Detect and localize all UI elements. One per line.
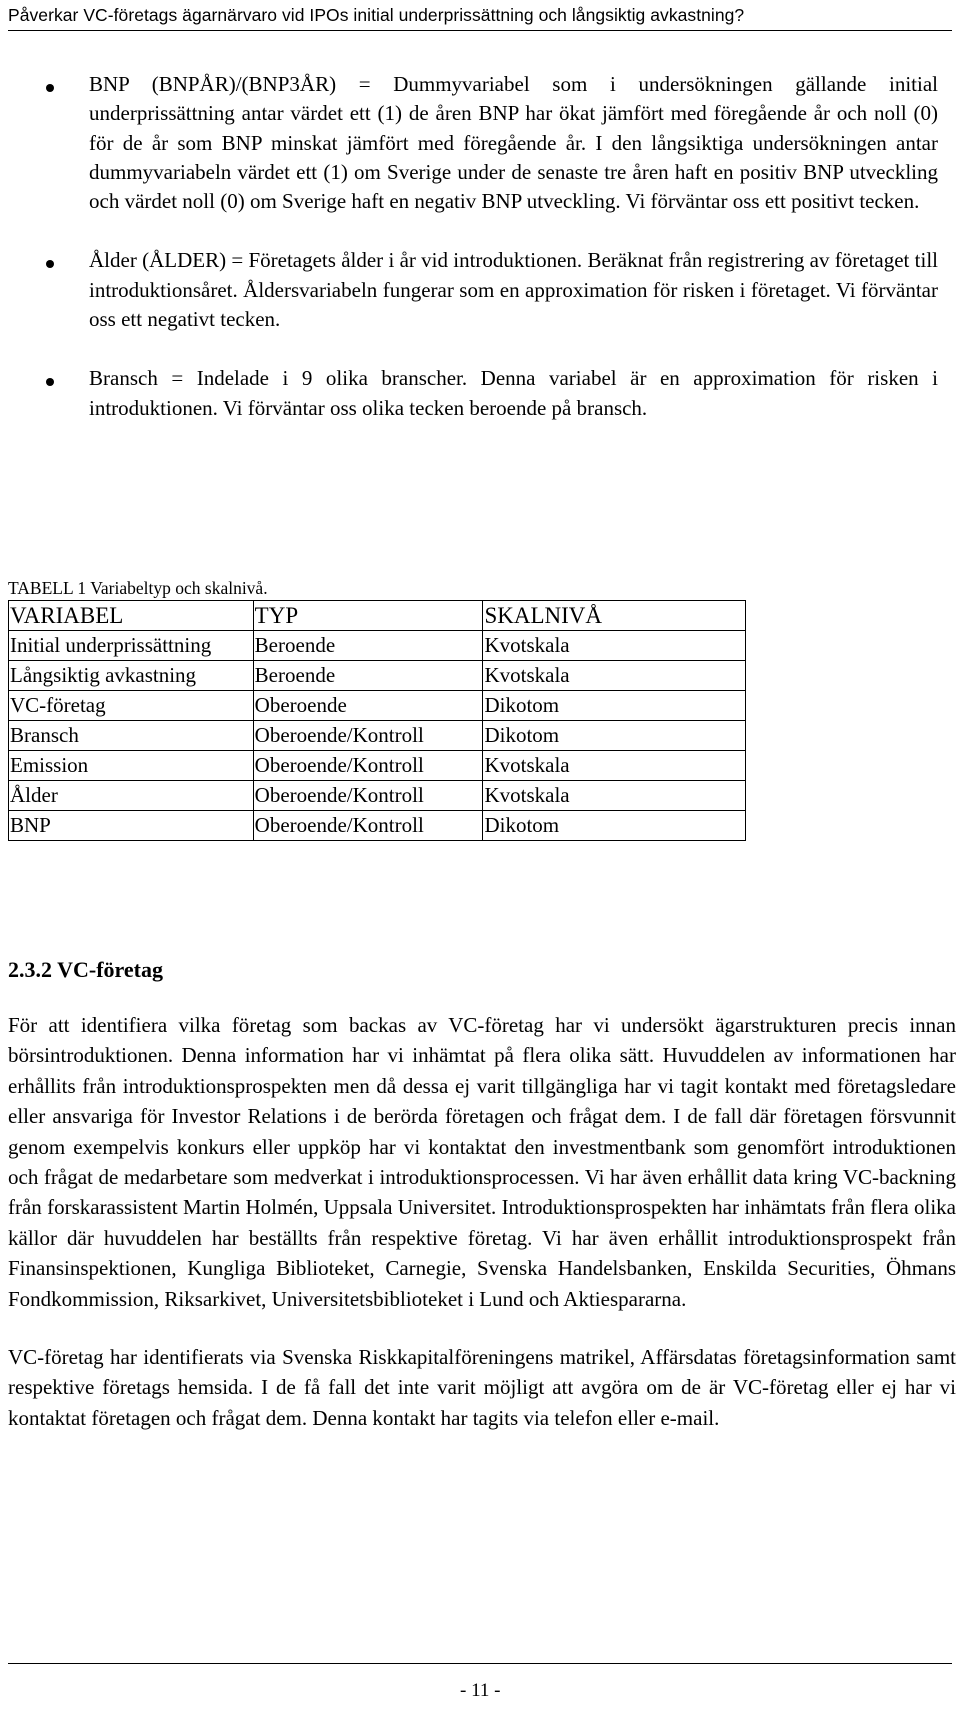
body-paragraph: VC-företag har identifierats via Svenska Riskkapitalföreningens matrikel, Affärsdatas företagsinformation samt respektive företags hemsida. I de få fall det inte varit möjligt att avgöra om de är VC-företag eller ej har vi kontaktat företagen och frågat dem. Denna kontakt har tagits via telefon eller e-mail. xyxy=(8,1345,956,1430)
table-cell: BNP xyxy=(9,811,254,841)
table-caption: TABELL 1 Variabeltyp och skalnivå. xyxy=(8,578,268,598)
table-cell: Kvotskala xyxy=(483,781,746,811)
column-header: VARIABEL xyxy=(9,601,254,631)
table-row xyxy=(9,751,746,781)
body-paragraph: För att identifiera vilka företag som backas av VC-företag har vi undersökt ägarstrukturen precis innan börsintroduktionen. Denna information har vi inhämtat på flera olika sätt. Huvuddelen av informationen har erhållits från introduktionsprospekten men då dessa ej varit tillgängliga har vi tagit kontakt med företagsledare eller ansvariga för Investor Relations i de berörda företagen och frågat dem. I de fall där företagen försvunnit genom exempelvis konkurs eller uppköp har vi kontaktat den investmentbank som genomfört introduktionen och frågat de medarbetare som medverkat i introduktionsprocessen. Vi har även erhållit data kring VC-backning från forskarassistent Martin Holmén, Uppsala Universitet. Introduktionsprospekten har inhämtats från flera olika källor där huvuddelen har beställts från respektive företag. Vi har även erhållit introduktionsprospekt från Finansinspektionen, Kungliga Biblioteket, Carnegie, Svenska Handelsbanken, Enskilda Securities, Öhmans Fondkommission, Riksarkivet, Universitetsbiblioteket i Lund och Aktiespararna. xyxy=(8,1013,956,1311)
bullet-item-bransch xyxy=(0,364,960,423)
section-heading: 2.3.2 VC-företag xyxy=(8,957,163,982)
bullet-dot-icon xyxy=(46,84,54,92)
table-cell: Kvotskala xyxy=(483,751,746,781)
table-cell: Ålder xyxy=(9,781,254,811)
table-cell: Initial underprissättning xyxy=(9,631,254,661)
bullet-item-alder xyxy=(0,246,960,334)
bullet-item-bnp xyxy=(0,70,960,216)
table-cell: Långsiktig avkastning xyxy=(9,661,254,691)
bullet-dot-icon xyxy=(46,260,54,268)
page-number: - 11 - xyxy=(460,1680,501,1701)
table-cell: Bransch xyxy=(9,721,254,751)
bullet-text: Ålder (ÅLDER) = Företagets ålder i år vid introduktionen. Beräknat från registrering av företaget till introduktionsåret. Åldersvariabeln fungerar som en approximation för risken i företaget. Vi förväntar oss ett negativt tecken. xyxy=(89,248,938,332)
table-cell: Oberoende/Kontroll xyxy=(253,811,483,841)
table-row xyxy=(9,811,746,841)
table-cell: VC-företag xyxy=(9,691,254,721)
footer-divider xyxy=(8,1663,952,1664)
table-cell: Oberoende/Kontroll xyxy=(253,721,483,751)
table-cell: Oberoende/Kontroll xyxy=(253,751,483,781)
running-header: Påverkar VC-företags ägarnärvaro vid IPOs initial underprissättning och långsiktig avkastning? xyxy=(8,4,952,31)
variable-table xyxy=(8,600,746,841)
table-cell: Kvotskala xyxy=(483,631,746,661)
table-cell: Dikotom xyxy=(483,721,746,751)
section-body xyxy=(8,1010,956,1461)
table-header-row xyxy=(9,601,746,631)
column-header: SKALNIVÅ xyxy=(483,601,746,631)
table-row xyxy=(9,721,746,751)
table-cell: Dikotom xyxy=(483,691,746,721)
table-cell: Emission xyxy=(9,751,254,781)
table-cell: Oberoende xyxy=(253,691,483,721)
bullet-text: BNP (BNPÅR)/(BNP3ÅR) = Dummyvariabel som i undersökningen gällande initial underprissättning antar värdet ett (1) de åren BNP har ökat jämfört med föregående år och noll (0) för de år som BNP minskat jämfört med föregående år. I den långsiktiga undersökningen antar dummyvariabeln värdet ett (1) om Sverige under de senaste tre åren haft en positiv BNP utveckling och värdet noll (0) om Sverige haft en negativ BNP utveckling. Vi förväntar oss ett positivt tecken. xyxy=(89,72,938,214)
column-header: TYP xyxy=(253,601,483,631)
table-row xyxy=(9,691,746,721)
table-cell: Beroende xyxy=(253,631,483,661)
bullet-text: Bransch = Indelade i 9 olika branscher. Denna variabel är en approximation för risken i introduktionen. Vi förväntar oss olika tecken beroende på bransch. xyxy=(89,366,938,420)
table-cell: Beroende xyxy=(253,661,483,691)
table-cell: Dikotom xyxy=(483,811,746,841)
bullet-list xyxy=(0,70,960,453)
table-row xyxy=(9,781,746,811)
table-cell: Kvotskala xyxy=(483,661,746,691)
bullet-dot-icon xyxy=(46,378,54,386)
table-row xyxy=(9,661,746,691)
table-cell: Oberoende/Kontroll xyxy=(253,781,483,811)
table-row xyxy=(9,631,746,661)
